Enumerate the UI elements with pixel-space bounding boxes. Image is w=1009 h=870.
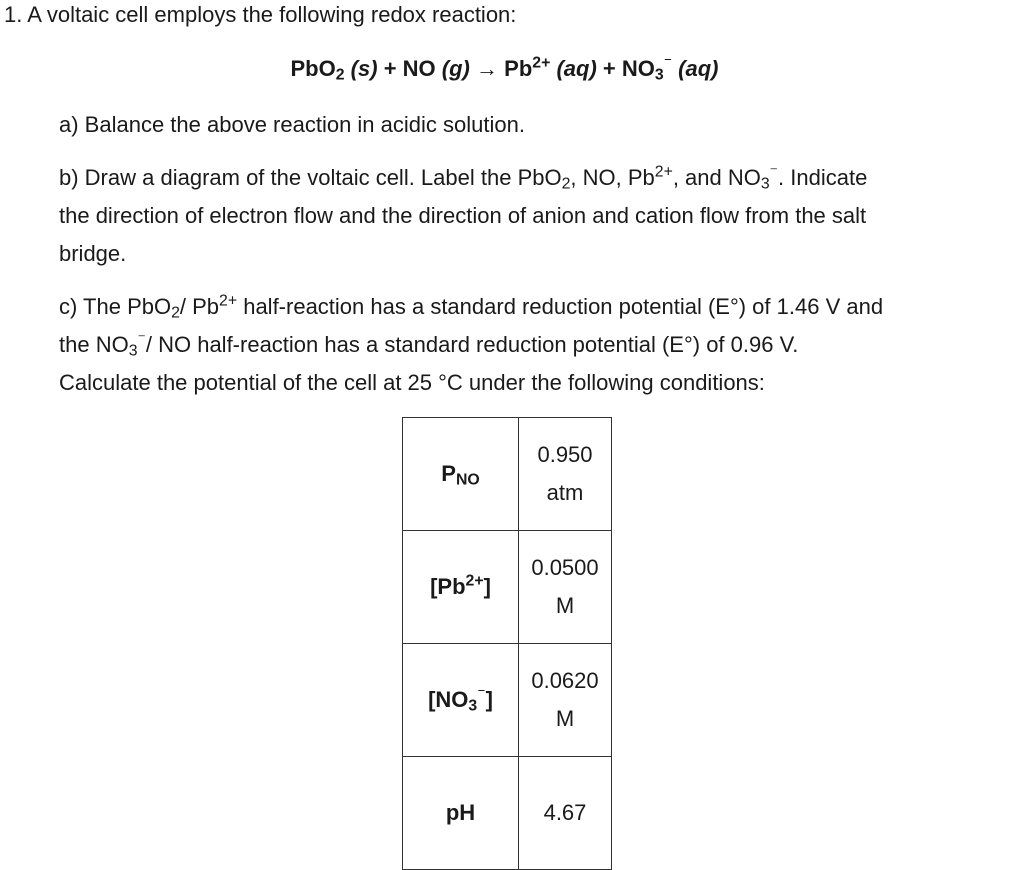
subscript: 3: [468, 697, 478, 715]
eq-state-aq: (aq): [678, 56, 719, 81]
eq-plus: +: [383, 56, 397, 81]
text-run: ]: [483, 574, 491, 599]
question-number: 1.: [4, 2, 23, 27]
value-number: 0.0620: [531, 668, 599, 693]
eq-pbo2: PbO: [290, 56, 336, 81]
text-run: / NO half-reaction has a standard reduction potential (E°) of 0.96 V.: [145, 332, 799, 357]
value-number: 0.0500: [531, 555, 599, 580]
text-run: P: [441, 461, 456, 486]
value-no3-concentration: [519, 644, 612, 757]
part-b: [59, 159, 1005, 273]
superscript: ⁻: [769, 163, 779, 181]
table-row: [403, 418, 612, 531]
value-pressure-no: [519, 418, 612, 531]
eq-state-solid: (s): [350, 56, 378, 81]
text-run: , and NO: [672, 165, 761, 190]
text-run: / Pb: [179, 294, 220, 319]
part-c-line-2: [59, 326, 1005, 364]
eq-pb: Pb: [504, 56, 533, 81]
part-b-line-2: the direction of electron flow and the direction of anion and cation flow from the salt: [59, 203, 867, 228]
part-c-line-1: [59, 288, 1005, 326]
eq-arrow: →: [476, 56, 499, 81]
eq-no3-charge: ⁻: [663, 54, 673, 72]
superscript: ⁻: [477, 685, 486, 703]
value-unit: M: [555, 593, 575, 618]
value-pb-concentration: [519, 531, 612, 644]
question-text: A voltaic cell employs the following redox reaction:: [27, 2, 517, 27]
part-c: [59, 288, 1005, 402]
label-pressure-no: [403, 418, 519, 531]
value-unit: M: [555, 706, 575, 731]
text-run: , NO, Pb: [570, 165, 655, 190]
label-no3-concentration: [403, 644, 519, 757]
eq-pb-charge: 2+: [532, 54, 551, 72]
subscript: 2: [561, 175, 571, 193]
subscript: 2: [171, 304, 180, 322]
value-ph: 4.67: [519, 757, 612, 870]
text-run: ]: [485, 687, 493, 712]
part-b-line-3: bridge.: [59, 241, 127, 266]
table-row: [403, 531, 612, 644]
conditions-table: [402, 417, 612, 870]
superscript: 2+: [219, 292, 238, 310]
text-run: the NO: [59, 332, 129, 357]
eq-pbo2-subscript: 2: [335, 66, 345, 84]
eq-state-aq: (aq): [556, 56, 597, 81]
question-title: [4, 2, 516, 28]
part-a: [59, 106, 1005, 144]
table-row: [403, 644, 612, 757]
label-ph: pH: [403, 757, 519, 870]
eq-no: NO: [402, 56, 436, 81]
text-run: . Indicate: [778, 165, 868, 190]
text-run: b) Draw a diagram of the voltaic cell. Label the PbO: [59, 165, 562, 190]
superscript: ⁻: [137, 330, 146, 348]
text-run: half-reaction has a standard reduction potential (E°) of 1.46 V and: [237, 294, 884, 319]
superscript: 2+: [654, 163, 673, 181]
eq-plus: +: [602, 56, 616, 81]
text-run: [NO: [428, 687, 469, 712]
eq-state-gas: (g): [441, 56, 470, 81]
subscript: 3: [128, 342, 138, 360]
part-a-text: a) Balance the above reaction in acidic solution.: [59, 112, 525, 137]
eq-no3-subscript: 3: [654, 66, 664, 84]
text-run: [Pb: [430, 574, 466, 599]
value-unit: atm: [546, 480, 584, 505]
part-b-line-1: [59, 159, 1005, 197]
subscript: NO: [455, 471, 480, 489]
superscript: 2+: [465, 572, 484, 590]
subscript: 3: [760, 175, 770, 193]
table-row: [403, 757, 612, 870]
label-pb-concentration: [403, 531, 519, 644]
eq-no3: NO: [621, 56, 655, 81]
part-c-line-3: Calculate the potential of the cell at 25 °C under the following conditions:: [59, 370, 765, 395]
text-run: c) The PbO: [59, 294, 172, 319]
redox-equation: [0, 56, 1009, 82]
value-number: 0.950: [537, 442, 593, 467]
